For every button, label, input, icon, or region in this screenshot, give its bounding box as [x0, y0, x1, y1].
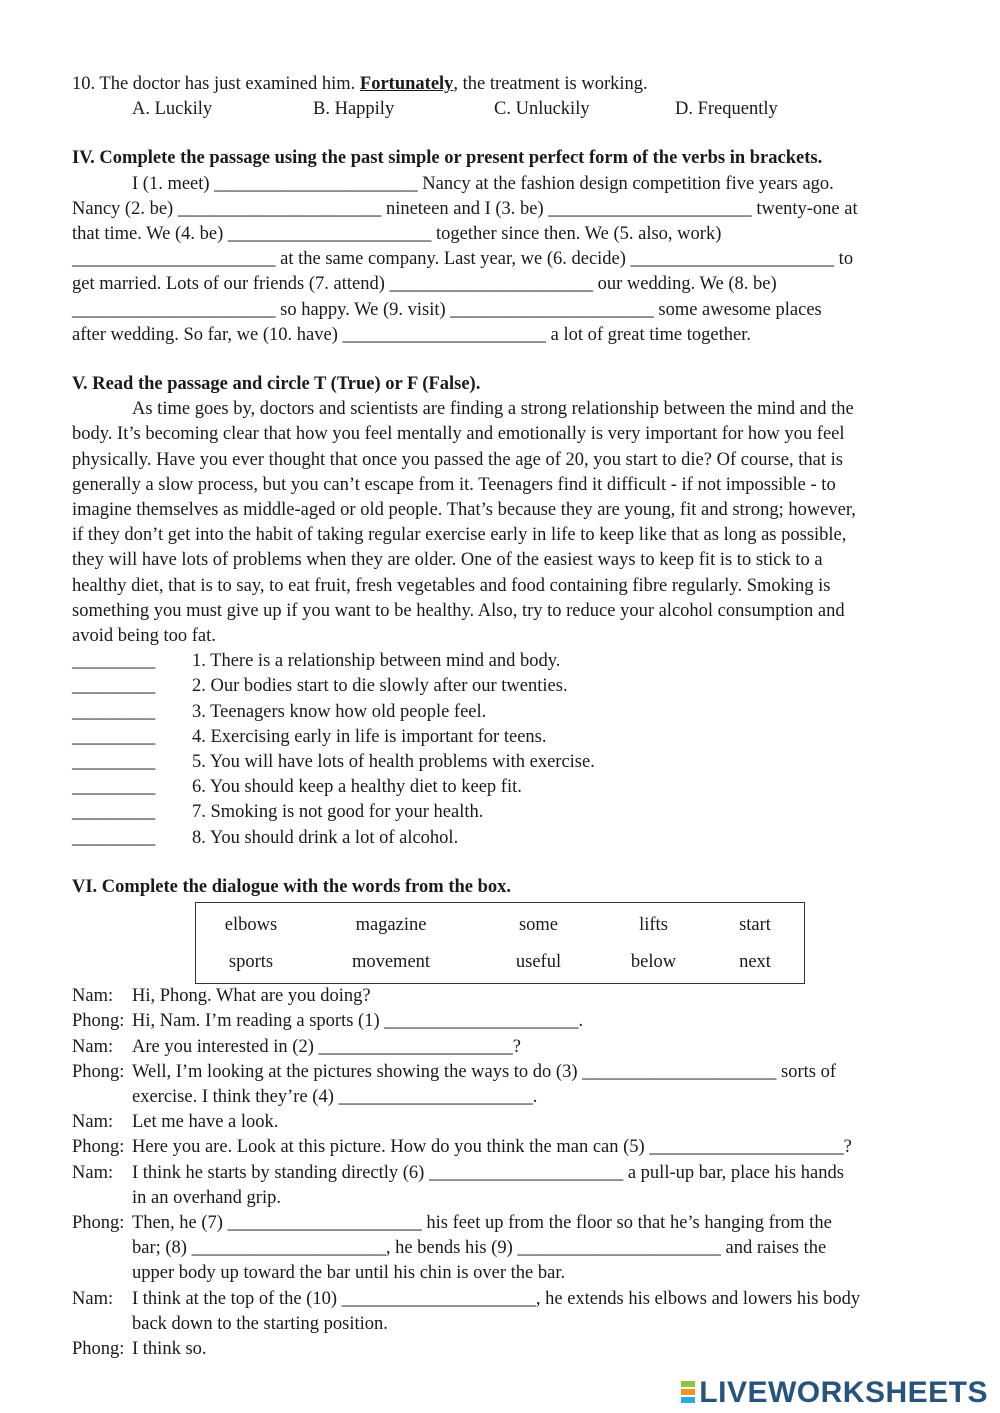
dialogue-text: Let me have a look.	[132, 1112, 279, 1133]
speaker-label: Nam:	[72, 1162, 114, 1183]
dialogue-line-5	[72, 1110, 932, 1135]
word-box-item: below	[630, 951, 677, 972]
dialogue-text[interactable]	[132, 1060, 932, 1110]
tf-statement-7: 7. Smoking is not good for your health.	[192, 802, 484, 823]
true-false-list	[72, 649, 932, 851]
word-box	[195, 902, 805, 984]
section-5-heading: V. Read the passage and circle T (True) or F (False).	[72, 374, 481, 395]
speaker-label: Nam:	[72, 1036, 114, 1057]
s5-passage-line: they will have lots of problems when they are older. One of the easiest ways to keep fit is to stick to a	[72, 550, 823, 571]
tf-answer-blank-8[interactable]: _________	[72, 827, 156, 848]
dialogue-text: Hi, Phong. What are you doing?	[132, 986, 371, 1007]
word-box-item: magazine	[355, 914, 427, 935]
word-box-item: useful	[515, 951, 562, 972]
s4-line-1[interactable]: I (1. meet) ______________________ Nancy at the fashion design competition five years ago.	[132, 173, 834, 194]
word-box-item: next	[739, 951, 771, 972]
s5-passage-line: healthy diet, that is to say, to eat fruit, fresh vegetables and food containing fibre regularly. Smoking is	[72, 575, 831, 596]
dialogue-line-8	[72, 1211, 932, 1287]
tf-item-5	[72, 750, 932, 775]
tf-answer-blank-2[interactable]: _________	[72, 676, 156, 697]
dialogue-line-3	[72, 1035, 932, 1060]
word-box-item: lifts	[639, 914, 668, 935]
tf-answer-blank-1[interactable]: _________	[72, 651, 156, 672]
tf-answer-blank-6[interactable]: _________	[72, 777, 156, 798]
q10-option-c[interactable]: C. Unluckily	[494, 99, 590, 120]
tf-item-2	[72, 674, 932, 699]
tf-answer-blank-7[interactable]: _________	[72, 802, 156, 823]
dialogue-text-part: back down to the starting position.	[132, 1313, 388, 1334]
speaker-label: Phong:	[72, 1338, 125, 1359]
tf-item-7	[72, 800, 932, 825]
dialogue-text-part: upper body up toward the bar until his chin is over the bar.	[132, 1263, 566, 1284]
s4-line-7[interactable]: after wedding. So far, we (10. have) ______________________ a lot of great time together.	[72, 324, 751, 345]
dialogue-text-part[interactable]: exercise. I think they’re (4) _____________________.	[132, 1086, 538, 1107]
tf-statement-2: 2. Our bodies start to die slowly after our twenties.	[192, 676, 568, 697]
section-6-heading: VI. Complete the dialogue with the words from the box.	[72, 876, 512, 897]
word-box-item: elbows	[224, 914, 278, 935]
dialogue-text-part[interactable]: I think he starts by standing directly (6) _____________________ a pull-up bar, place his hands	[132, 1162, 844, 1183]
s5-passage-line: As time goes by, doctors and scientists are finding a strong relationship between the mind and the	[132, 399, 854, 420]
tf-item-1	[72, 649, 932, 674]
dialogue-text[interactable]	[132, 1287, 932, 1337]
speaker-label: Phong:	[72, 1061, 125, 1082]
s5-passage-line: body. It’s becoming clear that how you feel mentally and emotionally is very important for how you feel	[72, 424, 845, 445]
speaker-label: Phong:	[72, 1011, 125, 1032]
dialogue-text-part[interactable]: I think at the top of the (10) _____________________, he extends his elbows and lowers his body	[132, 1288, 861, 1309]
section-4-heading: IV. Complete the passage using the past simple or present perfect form of the verbs in brackets.	[72, 148, 823, 169]
dialogue-text[interactable]	[132, 1211, 932, 1287]
speaker-label: Nam:	[72, 1112, 114, 1133]
word-box-item: sports	[228, 951, 274, 972]
tf-answer-blank-3[interactable]: _________	[72, 701, 156, 722]
dialogue-text-part: in an overhand grip.	[132, 1187, 281, 1208]
word-box-item: start	[739, 914, 771, 935]
worksheet-page	[72, 72, 932, 1362]
liveworksheets-logo	[681, 1375, 988, 1409]
tf-statement-5: 5. You will have lots of health problems with exercise.	[192, 752, 595, 773]
question-10	[72, 72, 932, 97]
dialogue-text-part[interactable]: Well, I’m looking at the pictures showing the ways to do (3) _____________________ sorts of	[132, 1061, 836, 1082]
word-box-row-1	[196, 907, 804, 944]
q10-options	[72, 97, 932, 122]
q10-keyword: Fortunately	[359, 74, 454, 94]
word-box-item: movement	[351, 951, 431, 972]
speaker-label: Nam:	[72, 1288, 114, 1309]
tf-statement-1: 1. There is a relationship between mind and body.	[192, 651, 561, 672]
logo-text: LIVEWORKSHEETS	[699, 1375, 988, 1409]
dialogue-line-10	[72, 1337, 932, 1362]
dialogue-text: I think so.	[132, 1338, 207, 1359]
tf-statement-3: 3. Teenagers know how old people feel.	[192, 701, 487, 722]
dialogue-line-6	[72, 1135, 932, 1160]
dialogue-text-part[interactable]: Then, he (7) _____________________ his feet up from the floor so that he’s hanging from the	[132, 1212, 832, 1233]
s5-passage-line: avoid being too fat.	[72, 626, 216, 647]
word-box-item: some	[518, 914, 559, 935]
s4-line-4[interactable]: ______________________ at the same company. Last year, we (6. decide) ______________________ to	[72, 249, 854, 270]
tf-item-4	[72, 725, 932, 750]
dialogue-line-7	[72, 1161, 932, 1211]
dialogue-text[interactable]: Are you interested in (2) _____________________?	[132, 1036, 521, 1057]
word-box-row-2	[196, 944, 804, 981]
q10-text-after: , the treatment is working.	[453, 74, 648, 94]
dialogue-line-2	[72, 1009, 932, 1034]
speaker-label: Phong:	[72, 1137, 125, 1158]
tf-item-6	[72, 775, 932, 800]
s4-line-6[interactable]: ______________________ so happy. We (9. visit) ______________________ some awesome places	[72, 299, 822, 320]
dialogue-text[interactable]: Hi, Nam. I’m reading a sports (1) _____________________.	[132, 1011, 584, 1032]
section-4-passage	[72, 172, 932, 348]
dialogue-text[interactable]: Here you are. Look at this picture. How do you think the man can (5) _____________________?	[132, 1137, 852, 1158]
tf-item-3	[72, 700, 932, 725]
tf-statement-4: 4. Exercising early in life is important for teens.	[192, 726, 547, 747]
s4-line-2[interactable]: Nancy (2. be) ______________________ nineteen and I (3. be) ______________________ twenty-one at	[72, 198, 858, 219]
dialogue-line-4	[72, 1060, 932, 1110]
tf-answer-blank-4[interactable]: _________	[72, 726, 156, 747]
dialogue-text[interactable]	[132, 1161, 932, 1211]
q10-option-b[interactable]: B. Happily	[313, 99, 395, 120]
section-5-passage	[72, 397, 932, 649]
logo-mark-icon	[681, 1380, 695, 1404]
s5-passage-line: physically. Have you ever thought that once you passed the age of 20, you start to die? Of course, that is	[72, 449, 843, 470]
tf-item-8	[72, 826, 932, 851]
dialogue-text-part[interactable]: bar; (8) _____________________, he bends his (9) ______________________ and raises the	[132, 1238, 827, 1259]
s5-passage-line: imagine themselves as middle-aged or old people. That’s because they are young, fit and strong; however,	[72, 500, 856, 521]
speaker-label: Phong:	[72, 1212, 125, 1233]
speaker-label: Nam:	[72, 986, 114, 1007]
q10-option-d[interactable]: D. Frequently	[675, 99, 778, 120]
tf-answer-blank-5[interactable]: _________	[72, 752, 156, 773]
dialogue	[72, 984, 932, 1362]
dialogue-line-9	[72, 1287, 932, 1337]
s4-line-5[interactable]: get married. Lots of our friends (7. attend) ______________________ our wedding. We (8. be)	[72, 274, 777, 295]
q10-text-before: 10. The doctor has just examined him.	[72, 74, 360, 94]
dialogue-line-1	[72, 984, 932, 1009]
s5-passage-line: something you must give up if you want to be healthy. Also, try to reduce your alcohol consumption and	[72, 600, 845, 621]
q10-option-a[interactable]: A. Luckily	[132, 99, 213, 120]
tf-statement-8: 8. You should drink a lot of alcohol.	[192, 827, 459, 848]
tf-statement-6: 6. You should keep a healthy diet to keep fit.	[192, 777, 522, 798]
s5-passage-line: if they don’t get into the habit of taking regular exercise early in life to keep like that as long as possible,	[72, 525, 847, 546]
s4-line-3[interactable]: that time. We (4. be) ______________________ together since then. We (5. also, work)	[72, 224, 722, 245]
s5-passage-line: generally a slow process, but you can’t escape from it. Teenagers find it difficult - if not impossible - to	[72, 474, 836, 495]
